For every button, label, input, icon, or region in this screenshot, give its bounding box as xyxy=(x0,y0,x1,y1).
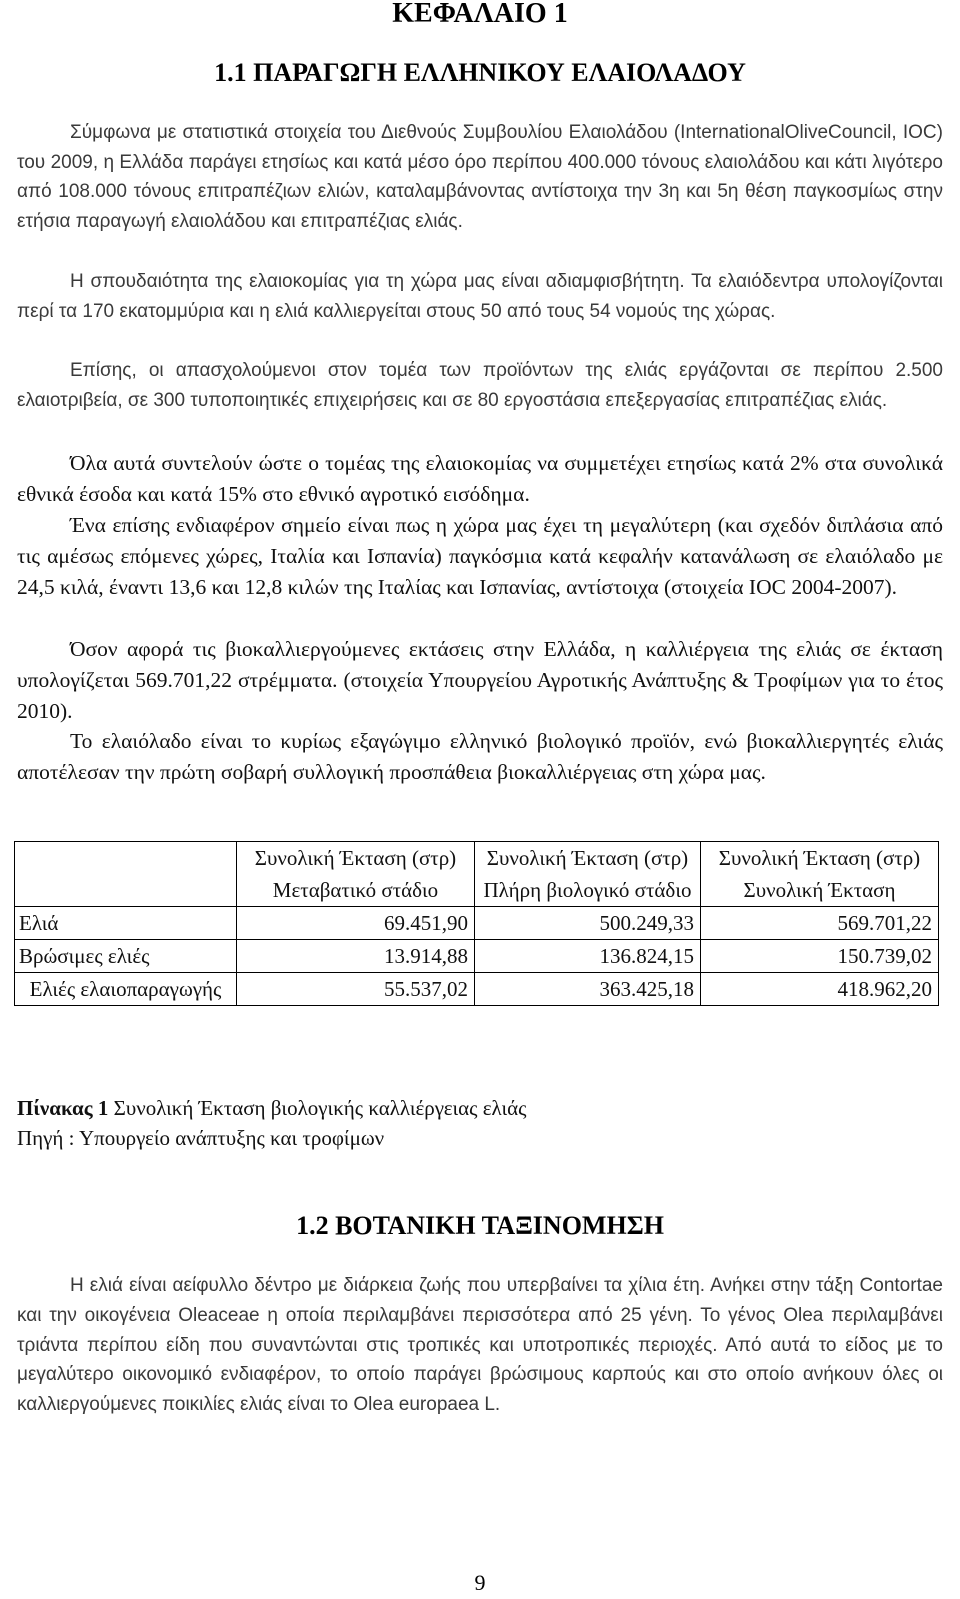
table-cell: 136.824,15 xyxy=(475,940,701,973)
table-row xyxy=(15,940,939,973)
table-cell: 13.914,88 xyxy=(237,940,475,973)
table-cell: 363.425,18 xyxy=(475,973,701,1006)
section-title-production: 1.1 ΠΑΡΑΓΩΓΗ ΕΛΛΗΝΙΚΟΥ ΕΛΑΙΟΛΑΔΟΥ xyxy=(214,58,746,87)
paragraph-employment: Επίσης, οι απασχολούμενοι στον τομέα των προϊόντων της ελιάς εργάζονται σε περίπου 2.500 ελαιοτριβεία, σε 300 τυποποιητικές επιχειρήσεις και σε 80 εργοστάσια επεξεργασίας επιτραπέζιας ελιάς. xyxy=(17,360,943,411)
table-cell: 569.701,22 xyxy=(701,907,939,940)
paragraph-income: Όλα αυτά συντελούν ώστε ο τομέας της ελαιοκομίας να συμμετέχει ετησίως κατά 2% στα συνολικά εθνικά έσοδα και κατά 15% στο εθνικό αγροτικό εισόδημα. xyxy=(17,451,943,506)
table-header-cell: Συνολική Έκταση (στρ) xyxy=(701,842,939,875)
section-title-botanical: 1.2 ΒΟΤΑΝΙΚΗ ΤΑΞΙΝΟΜΗΣΗ xyxy=(296,1211,664,1240)
table-subheader-row xyxy=(15,874,939,907)
row-label: Ελιές ελαιοπαραγωγής xyxy=(15,973,237,1006)
table-subheader-cell: Μεταβατικό στάδιο xyxy=(237,874,475,907)
organic-area-table xyxy=(14,841,939,1006)
page-number: 9 xyxy=(474,1570,486,1595)
paragraph-statistics: Σύμφωνα με στατιστικά στοιχεία του Διεθνούς Συμβουλίου Ελαιολάδου (InternationalOliveCouncil, IOC) του 2009, η Ελλάδα παράγει ετησίως και κατά μέσο όρο περίπου 400.000 τόνους ελαιολάδου και κάτι λιγότερο από 108.000 τόνους επιτραπέζιων ελιών, καταλαμβάνοντας αντίστοιχα την 3η και 5η θέση παγκοσμίως στην ετήσια παραγωγή ελαιολάδου και επιτραπέζιας ελιάς. xyxy=(17,122,943,232)
table-cell: 418.962,20 xyxy=(701,973,939,1006)
table-caption-label: Πίνακας 1 xyxy=(17,1096,109,1120)
table-cell: 150.739,02 xyxy=(701,940,939,973)
paragraph-importance: Η σπουδαιότητα της ελαιοκομίας για τη χώρα μας είναι αδιαμφισβήτητη. Τα ελαιόδεντρα υπολογίζονται περί τα 170 εκατομμύρια και η ελιά καλλιεργείται στους 50 από τους 54 νομούς της χώρας. xyxy=(17,271,943,322)
table-corner-cell xyxy=(15,842,237,875)
row-label: Ελιά xyxy=(15,907,237,940)
table-caption-text: Συνολική Έκταση βιολογικής καλλιέργειας ελιάς xyxy=(108,1096,527,1120)
paragraph-consumption: Ένα επίσης ενδιαφέρον σημείο είναι πως η χώρα μας έχει τη μεγαλύτερη (και σχεδόν διπλάσια από τις αμέσως επόμενες χώρες, Ιταλία και Ισπανία) παγκόσμια κατά κεφαλήν κατανάλωση σε ελαιόλαδο με 24,5 κιλά, έναντι 13,6 και 12,8 κιλών της Ιταλίας και Ισπανίας, αντίστοιχα (στοιχεία IOC 2004-2007). xyxy=(17,513,943,599)
table-cell: 500.249,33 xyxy=(475,907,701,940)
table-source: Πηγή : Υπουργείο ανάπτυξης και τροφίμων xyxy=(17,1126,385,1150)
table-cell: 55.537,02 xyxy=(237,973,475,1006)
table-header-cell: Συνολική Έκταση (στρ) xyxy=(237,842,475,875)
table-header-row xyxy=(15,842,939,875)
table-row xyxy=(15,907,939,940)
paragraph-botanical: Η ελιά είναι αείφυλλο δέντρο με διάρκεια ζωής που υπερβαίνει τα χίλια έτη. Ανήκει στην τάξη Contortae και την οικογένεια Oleaceae η οποία περιλαμβάνει περισσότερα από 25 γένη. Το γένος Olea περιλαμβάνει τριάντα περίπου είδη που συναντώνται στις τροπικές και υποτροπικές περιοχές. Από αυτά το είδος με το μεγαλύτερο οικονομικό ενδιαφέρον, το οποίο παράγει βρώσιμους καρπούς και στο οποίο ανήκουν όλες οι καλλιεργούμενες ποικιλίες ελιάς είναι το Olea europaea L. xyxy=(17,1275,943,1416)
table-corner-cell xyxy=(15,874,237,907)
row-label: Βρώσιμες ελιές xyxy=(15,940,237,973)
table-subheader-cell: Συνολική Έκταση xyxy=(701,874,939,907)
paragraph-organic-export: Το ελαιόλαδο είναι το κυρίως εξαγώγιμο ελληνικό βιολογικό προϊόν, ενώ βιοκαλλιεργητές ελιάς αποτέλεσαν την πρώτη σοβαρή συλλογική προσπάθεια βιοκαλλιέργειας στη χώρα μας. xyxy=(17,729,943,784)
chapter-title: ΚΕΦΑΛΑΙΟ 1 xyxy=(392,0,568,29)
table-subheader-cell: Πλήρη βιολογικό στάδιο xyxy=(475,874,701,907)
paragraph-organic-area: Όσον αφορά τις βιοκαλλιεργούμενες εκτάσεις στην Ελλάδα, η καλλιέργεια της ελιάς σε έκταση υπολογίζεται 569.701,22 στρέμματα. (στοιχεία Υπουργείου Αγροτικής Ανάπτυξης & Τροφίμων για το έτος 2010). xyxy=(17,637,943,723)
table-caption xyxy=(17,1094,943,1123)
table-cell: 69.451,90 xyxy=(237,907,475,940)
table-row xyxy=(15,973,939,1006)
table-header-cell: Συνολική Έκταση (στρ) xyxy=(475,842,701,875)
